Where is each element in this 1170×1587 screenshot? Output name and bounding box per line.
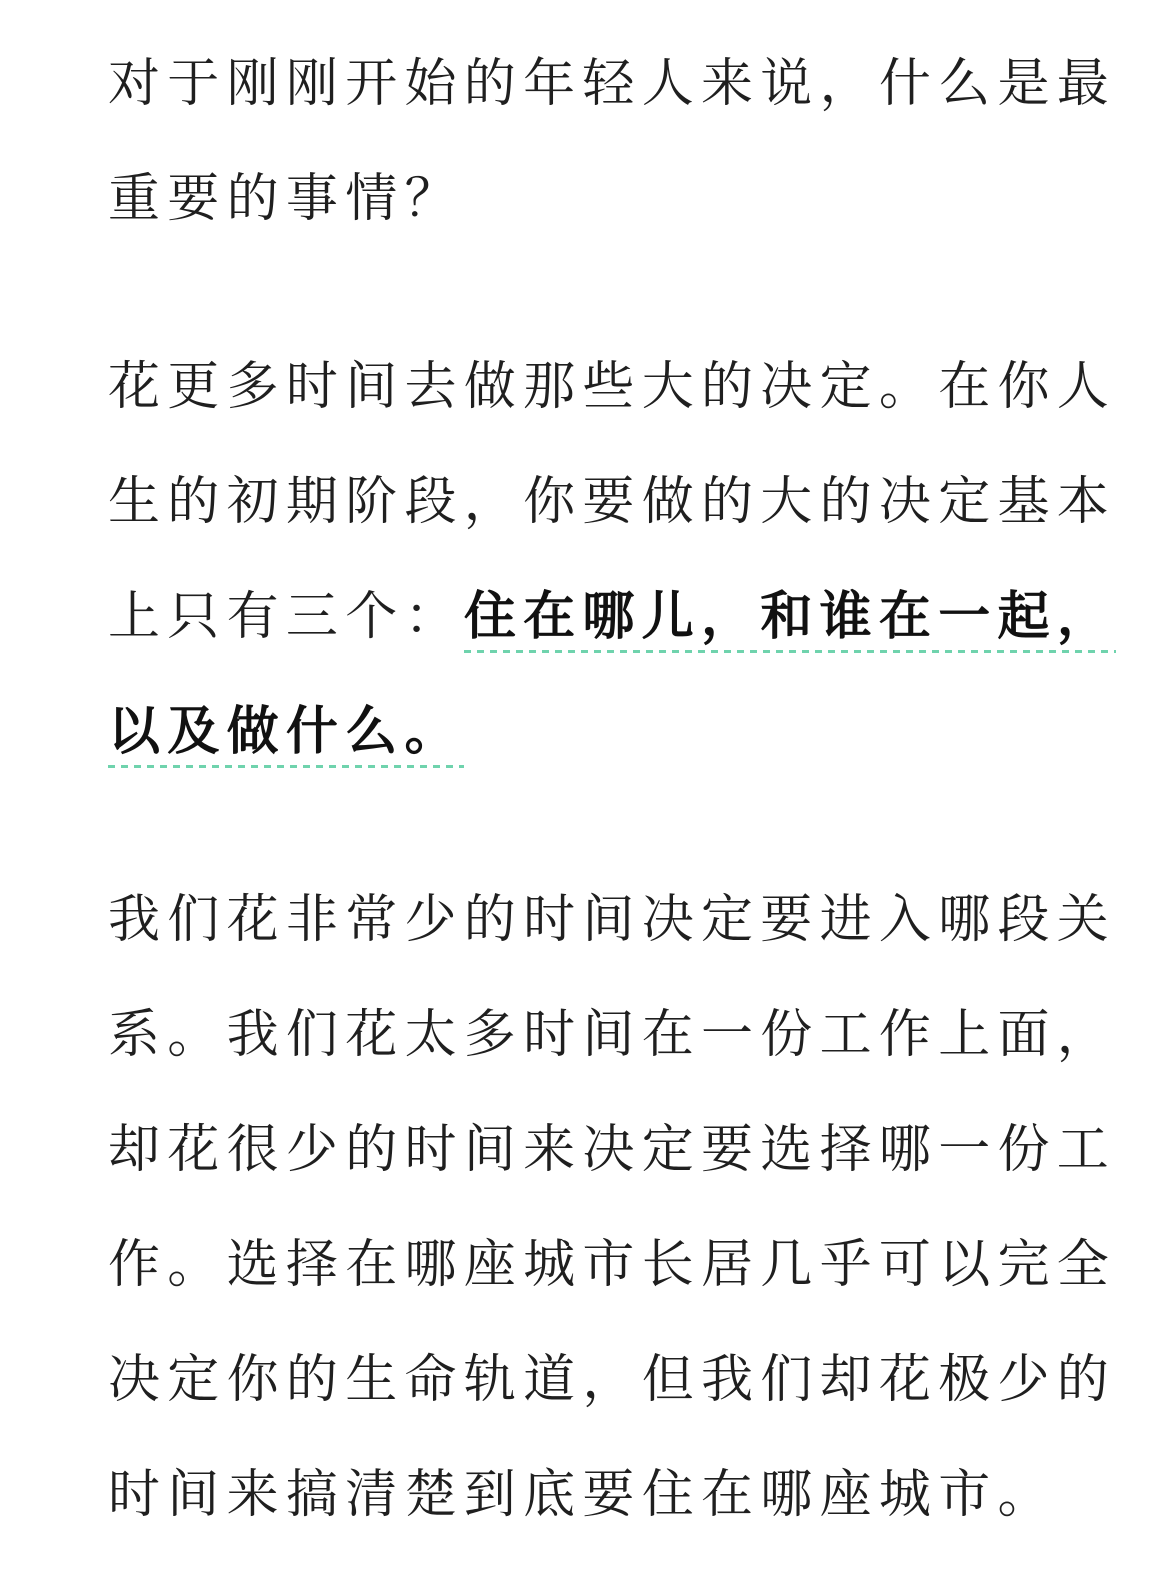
text-line: 却花很少的时间来决定要选择哪一份工 — [108, 1120, 1117, 1180]
text-line: 我们花非常少的时间决定要进入哪段关 — [108, 890, 1117, 950]
paragraph-gap — [108, 790, 1053, 863]
text-line: 生的初期阶段，你要做的大的决定基本 — [108, 472, 1117, 532]
highlighted-phrase: 住在哪儿，和谁在一起， — [464, 587, 1116, 653]
question-paragraph — [108, 27, 1117, 257]
text-line: 作。选择在哪座城市长居几乎可以完全 — [108, 1235, 1117, 1295]
text-line: 决定你的生命轨道，但我们却花极少的 — [108, 1350, 1117, 1410]
highlighted-phrase: 以及做什么。 — [108, 702, 464, 768]
text-line-mixed — [108, 675, 1053, 790]
article-body — [108, 27, 1117, 1553]
paragraph-gap — [108, 257, 1053, 330]
text-line: 重要的事情？ — [108, 169, 464, 229]
text-line: 时间来搞清楚到底要住在哪座城市。 — [108, 1465, 1057, 1525]
text-line: 系。我们花太多时间在一份工作上面， — [108, 1005, 1117, 1065]
text-line-mixed — [108, 560, 1117, 675]
answer-paragraph — [108, 330, 1117, 790]
text-segment: 上只有三个： — [108, 587, 464, 647]
text-line: 花更多时间去做那些大的决定。在你人 — [108, 357, 1117, 417]
elaboration-paragraph — [108, 863, 1117, 1553]
text-line: 对于刚刚开始的年轻人来说，什么是最 — [108, 54, 1117, 114]
